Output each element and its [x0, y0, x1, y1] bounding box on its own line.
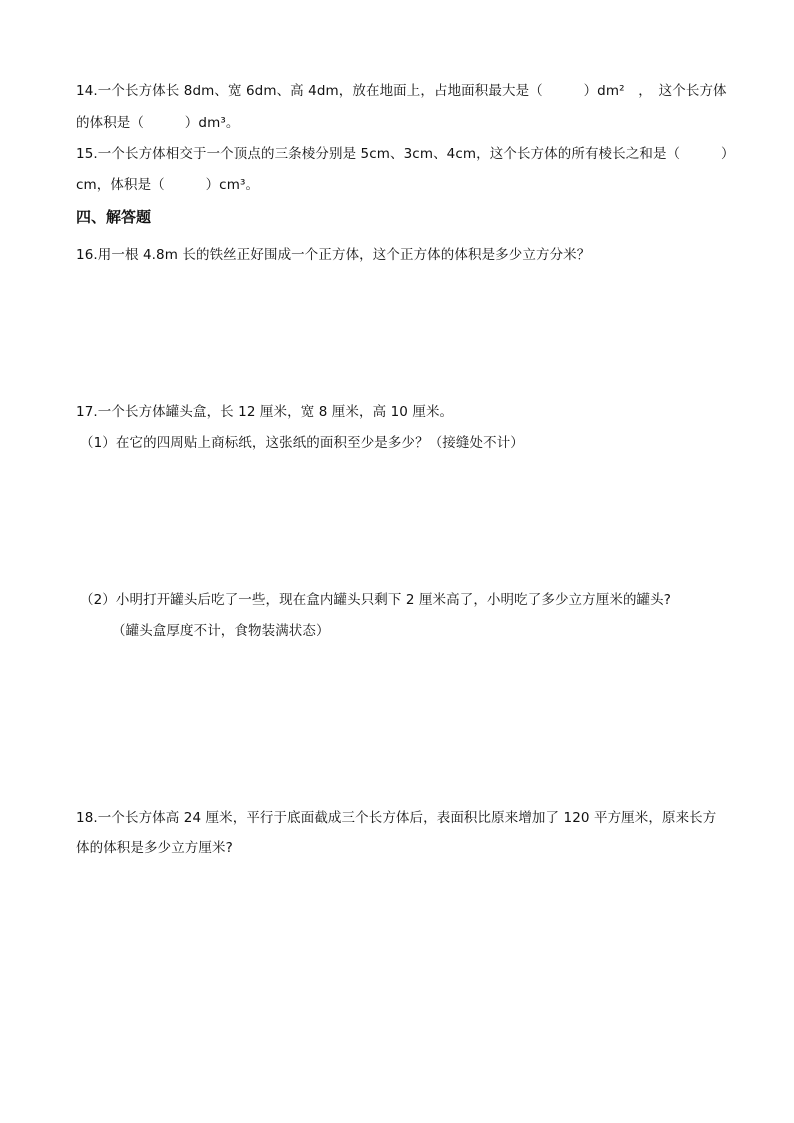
question-18-line-1: 18.一个长方体高 24 厘米，平行于底面截成三个长方体后，表面积比原来增加了 120 平方厘米，原来长方: [76, 810, 717, 826]
question-14-line-1: 14.一个长方体长 8dm、宽 6dm、高 4dm，放在地面上，占地面积最大是（ ）dm² ， 这个长方体: [76, 83, 727, 99]
question-18-line-2: 体的体积是多少立方厘米?: [76, 840, 233, 856]
question-17-part-1: （1）在它的四周贴上商标纸，这张纸的面积至少是多少？（接缝处不计）: [80, 435, 524, 451]
question-14-line-2: 的体积是（ ）dm³。: [76, 115, 240, 131]
section-heading: 四、解答题: [76, 208, 152, 226]
question-15-line-1: 15.一个长方体相交于一个顶点的三条棱分别是 5cm、3cm、4cm，这个长方体的所有棱长之和是（ ）: [76, 146, 735, 162]
question-16: 16.用一根 4.8m 长的铁丝正好围成一个正方体，这个正方体的体积是多少立方分米？: [76, 247, 591, 263]
question-15-line-2: cm，体积是（ ）cm³。: [76, 177, 260, 193]
question-17-part-2: （2）小明打开罐头后吃了一些，现在盒内罐头只剩下 2 厘米高了，小明吃了多少立方厘米的罐头?: [80, 592, 672, 608]
question-17-stem: 17.一个长方体罐头盒，长 12 厘米，宽 8 厘米，高 10 厘米。: [76, 404, 454, 420]
question-17-part-2-note: （罐头盒厚度不计，食物装满状态）: [112, 623, 330, 639]
